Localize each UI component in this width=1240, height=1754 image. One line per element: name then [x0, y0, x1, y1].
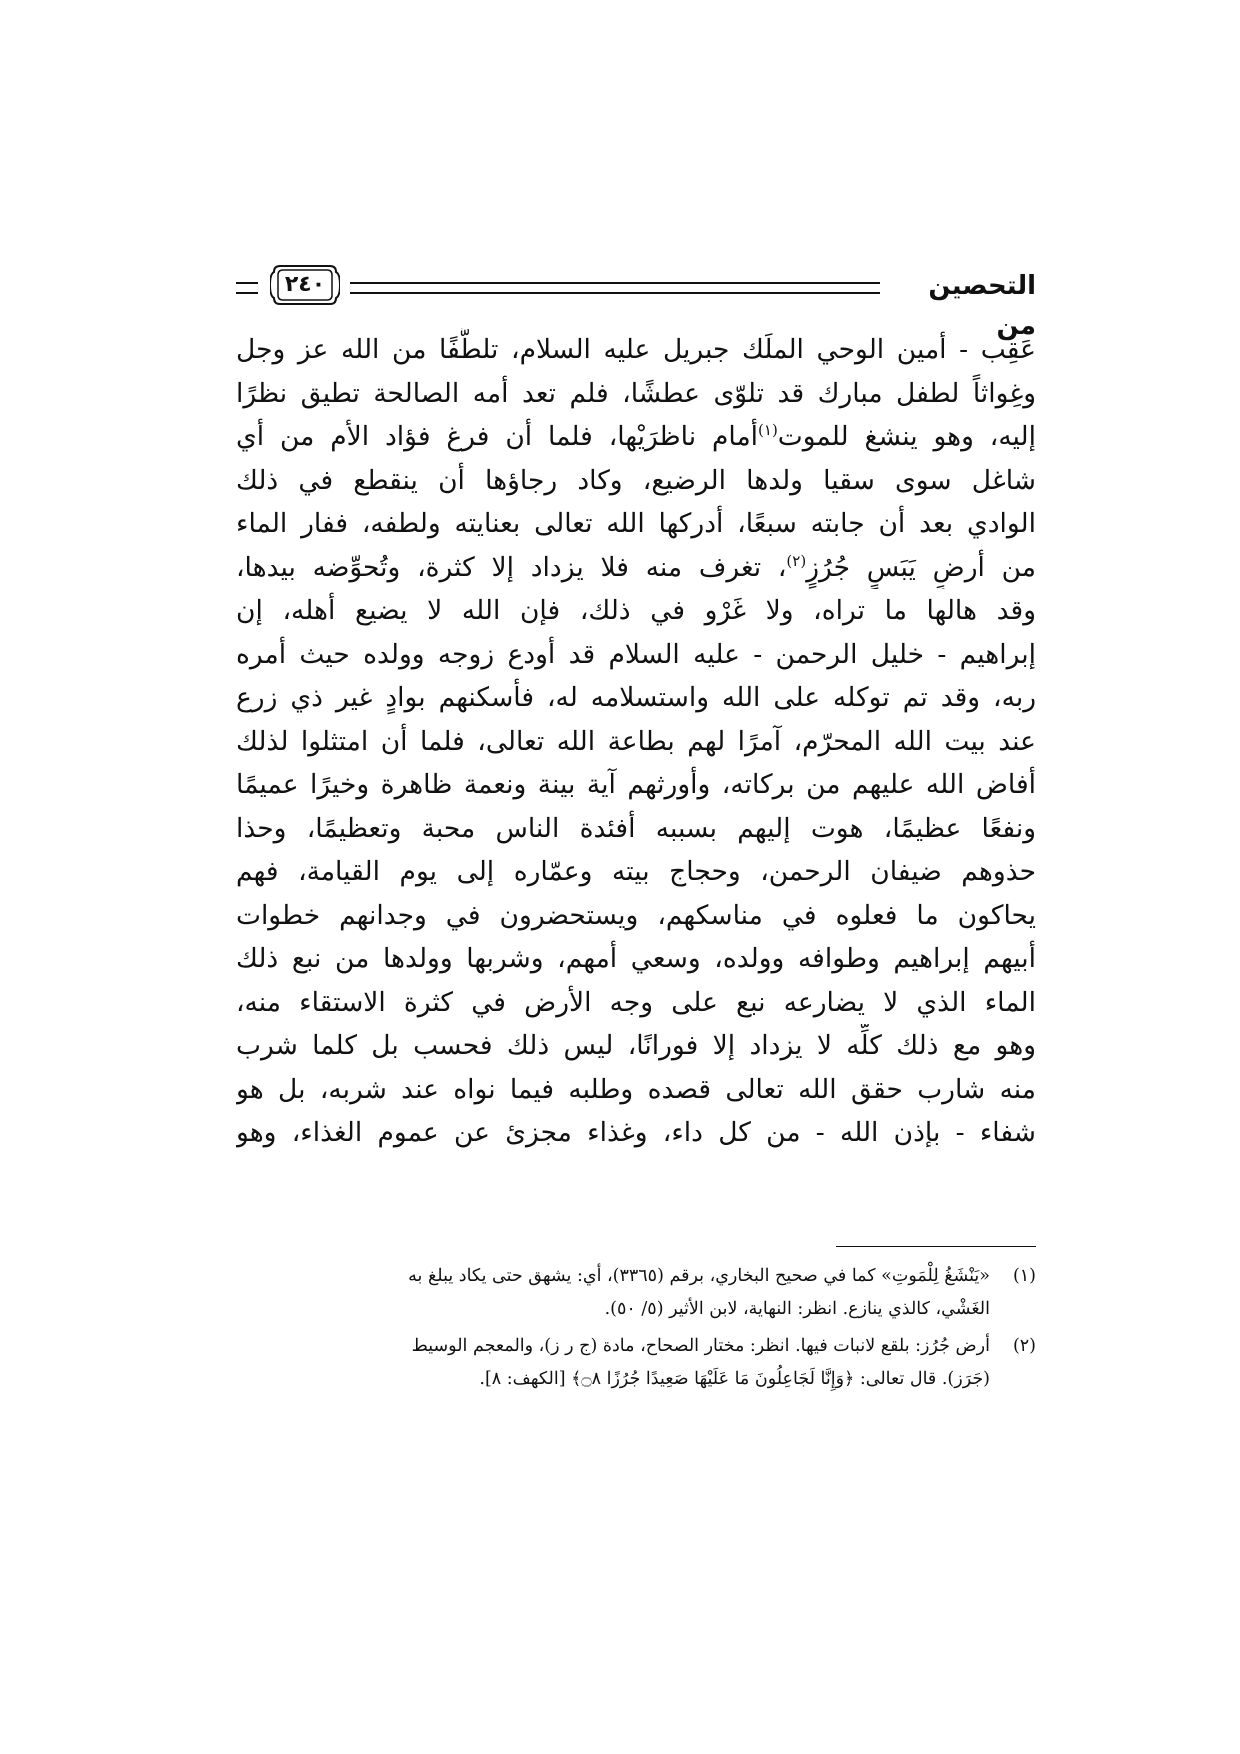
body-line: شاغل سوى سقيا ولدها الرضيع، وكاد رجاؤها أن ينقطع في ذلك — [236, 464, 1036, 496]
footnote-number: (٢) — [1012, 1336, 1036, 1356]
body-line: شفاء - بإذن الله - من كل داء، وغذاء مجزئ عن عموم الغذاء، وهو — [236, 1117, 1036, 1148]
page-number-frame — [270, 263, 340, 307]
header-rule-left — [236, 282, 258, 294]
body-line: ربه، وقد تم توكله على الله واستسلامه له، فأسكنهم بوادٍ غير ذي زرع — [236, 682, 1036, 713]
footnote-marker: (١) — [758, 421, 778, 440]
footnote-line: (جَرَز). قال تعالى: ﴿وَإِنَّا لَجَاعِلُونَ مَا عَلَيْهَا صَعِيدًا جُرُزًا ۝٨﴾ [الكهف: ٨]. — [479, 1369, 990, 1389]
body-line: ونفعًا عظيمًا، هوت إليهم بسببه أفئدة الناس محبة وتعظيمًا، وحذا — [236, 812, 1036, 844]
header-rule-right — [350, 282, 880, 294]
body-line: الوادي بعد أن جابته سبعًا، أدركها الله تعالى بعنايته ولطفه، ففار الماء — [236, 508, 1036, 539]
body-line: إبراهيم - خليل الرحمن - عليه السلام قد أودع زوجه وولده حيث أمره — [236, 638, 1036, 670]
running-title: التحصين من — [928, 271, 1036, 341]
footnote-number: (١) — [1012, 1266, 1036, 1286]
footnote-separator — [836, 1246, 1036, 1247]
page-number: ٢٤٠ — [284, 272, 326, 297]
footnote-line: «يَنْشَغُ لِلْمَوتِ» كما في صحيح البخاري، برقم (٣٣٦٥)، أي: يشهق حتى يكاد يبلغ به — [408, 1266, 990, 1286]
page-header — [236, 260, 1036, 341]
body-line: يحاكون ما فعلوه في مناسكهم، ويستحضرون في وجدانهم خطوات — [236, 899, 1036, 931]
body-line: وغِواثاً لطفل مبارك قد تلوّى عطشًا، فلم تعد أمه الصالحة تطيق نظرًا — [236, 377, 1036, 409]
body-line: حذوهم ضيفان الرحمن، وحجاج بيته وعمّاره إلى يوم القيامة، فهم — [236, 856, 1036, 887]
body-line: من أرضٍ يَبَسٍ جُرُزٍ$^{(٢)}$، تغرف منه فلا يزداد إلا كثرة، وتُحوِّضه بيدها، — [236, 551, 1036, 583]
footnote — [236, 1260, 1036, 1326]
footnote — [236, 1330, 1036, 1396]
footnote-line: الغَشْي، كالذي ينازع. انظر: النهاية، لابن الأثير (٥/ ٥٠). — [604, 1299, 990, 1319]
body-line: عَقِب - أمين الوحي الملَك جبريل عليه السلام، تلطُّفًا من الله عز وجل — [236, 334, 1036, 365]
body-line: منه شارب حقق الله تعالى قصده وطلبه فيما نواه عند شربه، بل هو — [236, 1073, 1036, 1105]
body-line: إليه، وهو ينشغ للموت$^{(١)}$أمام ناظرَيْها، فلما أن فرغ فؤاد الأم من أي — [236, 421, 1036, 452]
body-line: أبيهم إبراهيم وطوافه وولده، وسعي أمهم، وشربها وولدها من نبع ذلك — [236, 943, 1036, 974]
footnote-marker: (٢) — [786, 551, 807, 570]
body-line: وهو مع ذلك كلِّه لا يزداد إلا فورانًا، ليس ذلك فحسب بل كلما شرب — [236, 1030, 1036, 1061]
body-line: وقد هالها ما تراه، ولا غَرْو في ذلك، فإن الله لا يضيع أهله، إن — [236, 595, 1036, 626]
body-line: أفاض الله عليهم من بركاته، وأورثهم آية بينة ونعمة ظاهرة وخيرًا عميمًا — [236, 769, 1036, 800]
body-text — [236, 328, 1036, 1188]
footnote-line: أرض جُرُز: بلقع لانبات فيها. انظر: مختار الصحاح، مادة (ج ر ز)، والمعجم الوسيط — [411, 1336, 990, 1356]
body-line: عند بيت الله المحرّم، آمرًا لهم بطاعة الله تعالى، فلما أن امتثلوا لذلك — [236, 725, 1036, 757]
body-line: الماء الذي لا يضارعه نبع على وجه الأرض في كثرة الاستقاء منه، — [236, 986, 1036, 1018]
footnotes — [236, 1260, 1036, 1460]
